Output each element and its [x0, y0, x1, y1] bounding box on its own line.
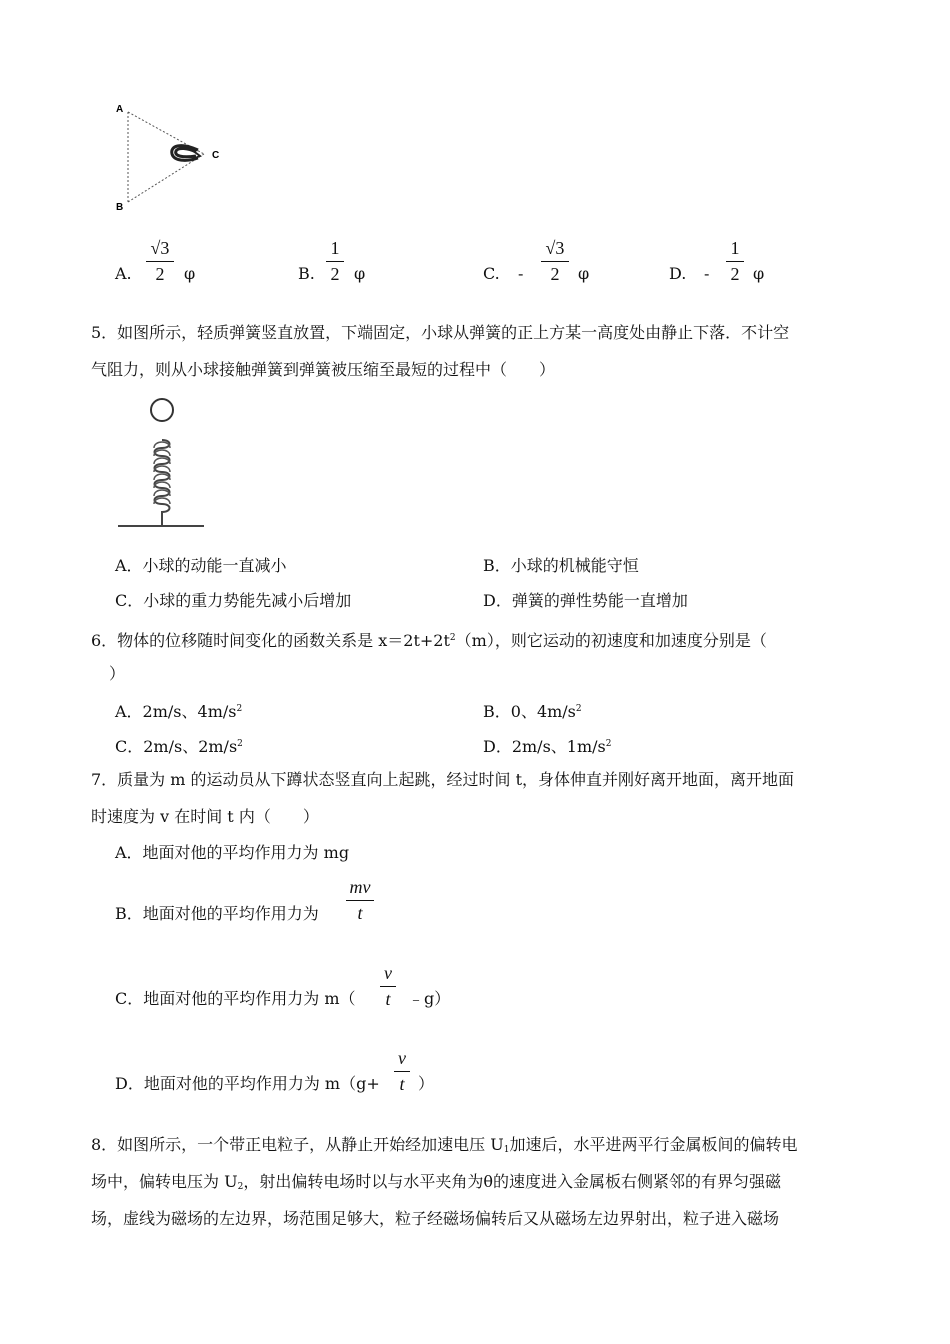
q6-option-a: A．2m/s、$4m/s^2$ [115, 702, 243, 721]
q4-option-b-label: B. [298, 264, 315, 283]
q7-option-c-fraction: v t [380, 963, 396, 1010]
q7-stem-line1: 7．质量为 m 的运动员从下蹲状态竖直向上起跳，经过时间 t，身体伸直并刚好离开地面，离开地面 [91, 770, 795, 789]
q7-stem-line2: 时速度为 v 在时间 t 内（ ） [91, 807, 319, 826]
q7-option-b-text: B．地面对他的平均作用力为 [115, 904, 319, 923]
q4-option-d-unit: φ [753, 264, 765, 283]
edge-bc [128, 154, 204, 202]
label-a: A [116, 104, 124, 115]
q4-option-d-fraction: 1 2 [726, 238, 744, 285]
q4-option-a-fraction: √3 2 [146, 238, 174, 285]
q6-option-c: C．2m/s、$2m/s^2$ [115, 737, 243, 756]
q4-option-c-sign: - [518, 264, 524, 283]
label-b: B [116, 202, 124, 213]
q5-option-d: D．弹簧的弹性势能一直增加 [483, 591, 688, 610]
q5-stem-line1: 5．如图所示，轻质弹簧竖直放置，下端固定，小球从弹簧的正上方某一高度处由静止下落．不计空 [91, 323, 790, 342]
q7-option-b-fraction: mv t [346, 877, 374, 924]
spring-figure [114, 394, 210, 534]
label-c: C [212, 150, 220, 161]
q5-option-b: B．小球的机械能守恒 [483, 556, 639, 575]
q7-option-d-tail: ） [418, 1074, 435, 1093]
q7-option-d-fraction: v t [394, 1048, 410, 1095]
q4-option-d-label: D. [669, 264, 687, 283]
q5-option-c: C．小球的重力势能先减小后增加 [115, 591, 352, 610]
q8-stem-line2: 场中，偏转电压为 $U_2$，射出偏转电场时以与水平夹角为θ的速度进入金属板右侧紧邻的有界匀强磁 [91, 1172, 781, 1192]
q6-stem-line1: 6．物体的位移随时间变化的函数关系是 $x=2t+2t^2(m)$，则它运动的初速度和加速度分别是（ [91, 631, 767, 650]
q7-option-c-tail: ﹣g） [408, 989, 451, 1008]
q6-option-d: D．2m/s、$1m/s^2$ [483, 737, 612, 756]
q4-option-a-label: A. [115, 264, 132, 283]
q8-stem-line3: 场，虚线为磁场的左边界，场范围足够大，粒子经磁场偏转后又从磁场左边界射出，粒子进入磁场 [91, 1209, 780, 1228]
q7-option-a: A．地面对他的平均作用力为 mg [115, 843, 350, 862]
q4-option-c-label: C. [483, 264, 500, 283]
q4-option-d-sign: - [704, 264, 710, 283]
q4-option-c-unit: φ [578, 264, 590, 283]
q8-stem-line1: 8．如图所示，一个带正电粒子，从静止开始经加速电压 $U_1$加速后，水平进两平行金属板间的偏转电 [91, 1135, 798, 1155]
q5-stem-line2: 气阻力，则从小球接触弹簧到弹簧被压缩至最短的过程中（ ） [91, 360, 556, 379]
q7-option-c-text: C．地面对他的平均作用力为 m（ [115, 989, 356, 1008]
q4-option-a-unit: φ [184, 264, 196, 283]
ball-icon [151, 399, 173, 421]
q5-option-a: A．小球的动能一直减小 [115, 556, 287, 575]
q4-option-c-fraction: √3 2 [541, 238, 569, 285]
q4-option-b-fraction: 1 2 [326, 238, 344, 285]
q6-stem-line2: ） [109, 664, 126, 683]
triangle-figure [108, 98, 238, 218]
q7-option-d-text: D．地面对他的平均作用力为 m（g+ [115, 1074, 380, 1093]
q4-option-b-unit: φ [354, 264, 366, 283]
q6-option-b: B．0、$4m/s^2$ [483, 702, 582, 721]
